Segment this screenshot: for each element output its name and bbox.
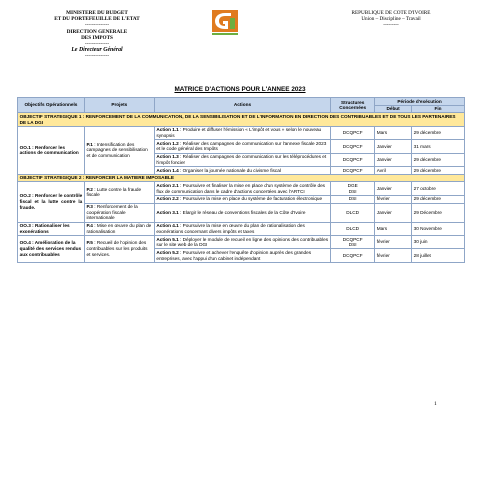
action-cell <box>154 222 330 235</box>
direction-name: DIRECTION GENERALE <box>66 28 128 35</box>
fin-cell: 29 décembre <box>412 153 465 166</box>
oo-label: : Amélioration de la qualité des services rendus aux contribuables <box>19 240 82 257</box>
fin-cell: 29 décembre <box>412 167 465 175</box>
action-code: Action 3.1 <box>156 209 179 215</box>
project-label: : Recueil de l'opinion des contribuables sur les produits et services. <box>86 240 148 257</box>
strategic-objective-1: OBJECTIF STRATEGIQUE 1 : RENFORCEMENT DE LA COMMUNICATION, DE LA SENSIBILISATION ET DE L'INFORMATION EN DIRECTION DES CONTRIBUABLES ET DE TOUS LES PARTENAIRES DE LA DGI <box>18 113 465 126</box>
project-label: : Mise en œuvre du plan de rationalisation <box>86 223 152 234</box>
action-text: : Réaliser des campagnes de communication sur les téléprocédures et l'impôt foncier <box>156 154 327 165</box>
action-cell <box>154 195 330 203</box>
header-actions: Actions <box>154 98 330 113</box>
separator: -------------- <box>84 22 110 29</box>
action-cell <box>154 182 330 195</box>
ministry-name: MINISTERE DU BUDGET <box>66 10 128 16</box>
project-label: : Intensification des campagnes de sensibilisation et de communication <box>86 141 148 159</box>
country-name: REPUBLIQUE DE COTE D'IVOIRE <box>351 10 431 16</box>
structure-cell: DSI <box>331 195 375 203</box>
operational-objective-cell <box>18 222 85 235</box>
action-code: Action 2.2 <box>156 196 179 202</box>
structure-cell: DCQPCF DSI <box>331 236 375 249</box>
action-text: : Poursuivre la mise en œuvre du plan de rationalisation des exonérations concernant divers impôts et taxes <box>156 223 305 234</box>
header-projets: Projets <box>84 98 154 113</box>
header-fin: Fin <box>412 105 465 113</box>
director-title: Le Directeur Général <box>71 47 123 54</box>
project-label: : Renforcement de la coopération fiscale internationale <box>86 204 138 221</box>
action-code: Action 2.1 <box>156 182 179 188</box>
dgi-logo <box>210 8 240 38</box>
action-cell <box>154 140 330 153</box>
fin-cell: 27 octobre <box>412 182 465 195</box>
project-cell <box>84 203 154 222</box>
structure-cell: DCQPCF <box>331 167 375 175</box>
separator: --------- <box>383 22 399 29</box>
ministry-name-line2: ET DU PORTEFEUILLE DE L'ETAT <box>54 16 140 23</box>
action-code: Action 1.1 <box>156 127 179 133</box>
direction-name-line2: DES IMPOTS <box>81 34 113 41</box>
header-right-block <box>326 10 456 29</box>
table-header-row <box>18 98 465 106</box>
table-row <box>18 126 465 139</box>
separator: -------------- <box>84 53 110 60</box>
table-row <box>18 236 465 249</box>
header-left-block <box>22 10 172 60</box>
action-code: Action 5.1 <box>156 236 179 242</box>
oo-code: OO.4 <box>19 240 31 246</box>
debut-cell: Janvier <box>375 182 412 195</box>
debut-cell: février <box>375 195 412 203</box>
fin-cell: 29 décembre <box>412 126 465 139</box>
project-code: P.4 <box>86 223 93 229</box>
project-code: P.5 <box>86 240 93 246</box>
header-periode: Période d'exécution <box>375 98 465 106</box>
project-code: P.2 <box>86 186 93 192</box>
oo-code: OO.2 <box>19 193 31 199</box>
fin-cell: 31 mars <box>412 140 465 153</box>
strategic-objective-row <box>18 174 465 182</box>
operational-objective-cell <box>18 126 85 174</box>
debut-cell: Mars <box>375 222 412 235</box>
fin-cell: 30 juin <box>412 236 465 249</box>
table-row <box>18 222 465 235</box>
debut-cell: Avril <box>375 167 412 175</box>
action-text: : Poursuivre la mise en place du système de facturation électronique <box>178 196 323 202</box>
page-number: 1 <box>434 401 437 407</box>
action-cell <box>154 167 330 175</box>
action-cell <box>154 236 330 249</box>
action-matrix-table <box>17 97 465 263</box>
fin-cell: 29 décembre <box>412 195 465 203</box>
fin-cell: 30 Novembre <box>412 222 465 235</box>
project-cell <box>84 236 154 263</box>
header-objectifs: Objectifs Opérationnels <box>18 98 85 113</box>
project-label: : Lutte contre la fraude fiscale <box>86 186 142 198</box>
debut-cell: Janvier <box>375 140 412 153</box>
strategic-objective-2: OBJECTIF STRATEGIQUE 2 : RENFORCER LA MATIERE IMPOSABLE <box>18 174 465 182</box>
structure-cell: DGE DSI <box>331 182 375 195</box>
table-row <box>18 203 465 222</box>
country-motto: Union – Discipline – Travail <box>361 16 421 23</box>
oo-label: : Renforcer le contrôle fiscal et la lutte contre la fraude. <box>19 193 83 210</box>
action-code: Action 4.1 <box>156 223 179 229</box>
debut-cell: Janvier <box>375 203 412 222</box>
operational-objective-cell <box>18 236 85 263</box>
project-code: P.3 <box>86 204 93 210</box>
operational-objective-cell <box>18 182 85 222</box>
structure-cell: DCQPCF <box>331 140 375 153</box>
separator: -------------- <box>84 41 110 48</box>
oo-label: : Renforcer les actions de communication <box>19 144 79 156</box>
document-title: MATRICE D'ACTIONS POUR L'ANNEE 2023 <box>174 86 306 93</box>
structure-cell: DCQPCF <box>331 153 375 166</box>
project-cell <box>84 182 154 203</box>
debut-cell: Janvier <box>375 153 412 166</box>
header-structures: Structures Concernées <box>331 98 375 113</box>
debut-cell: février <box>375 249 412 262</box>
action-code: Action 1.2 <box>156 140 179 146</box>
action-cell <box>154 203 330 222</box>
action-text: : Poursuivre et achever l'enquête d'opinion auprès des grandes entreprises, avec l'appui d'un cabinet indépendant <box>156 249 312 261</box>
project-cell <box>84 126 154 174</box>
action-text: : Produire et diffuser l'émission « L'impôt et vous » selon le nouveau synopsis <box>156 127 322 139</box>
action-text: : Réaliser des campagnes de communication sur l'annexe fiscale 2023 et le code général des Impôts <box>156 140 327 152</box>
action-text: : Elargir le réseau de conventions fiscales de la Côte d'Ivoire <box>178 209 306 215</box>
header-debut: Début <box>375 105 412 113</box>
debut-cell: février <box>375 236 412 249</box>
oo-label: : Rationaliser les exonérations <box>19 223 70 234</box>
project-cell <box>84 222 154 235</box>
oo-code: OO.1 <box>19 144 31 150</box>
debut-cell: Mars <box>375 126 412 139</box>
action-text: : Organiser la journée nationale du civisme fiscal <box>178 167 281 173</box>
action-code: Action 1.4 <box>156 167 179 173</box>
action-text: : Déployer le module de recueil en ligne des opinions des contribuables sur le site web de la DGI <box>156 236 329 248</box>
table-row <box>18 182 465 195</box>
fin-cell: 28 juillet <box>412 249 465 262</box>
structure-cell: DLCD <box>331 203 375 222</box>
structure-cell: DLCD <box>331 222 375 235</box>
action-cell <box>154 126 330 139</box>
action-code: Action 1.3 <box>156 154 179 160</box>
structure-cell: DCQPCF <box>331 126 375 139</box>
structure-cell: DCQPCF <box>331 249 375 262</box>
action-text: : Poursuivre et finaliser la mise en place d'un système de contrôle des flux de communication dans le cadre d'actions concertées avec l'ARTCI <box>156 182 326 194</box>
action-code: Action 5.2 <box>156 249 179 255</box>
oo-code: OO.3 <box>19 223 31 229</box>
action-cell <box>154 153 330 166</box>
fin-cell: 29 Décembre <box>412 203 465 222</box>
action-cell <box>154 249 330 262</box>
strategic-objective-row <box>18 113 465 126</box>
project-code: P.1 <box>86 141 93 147</box>
